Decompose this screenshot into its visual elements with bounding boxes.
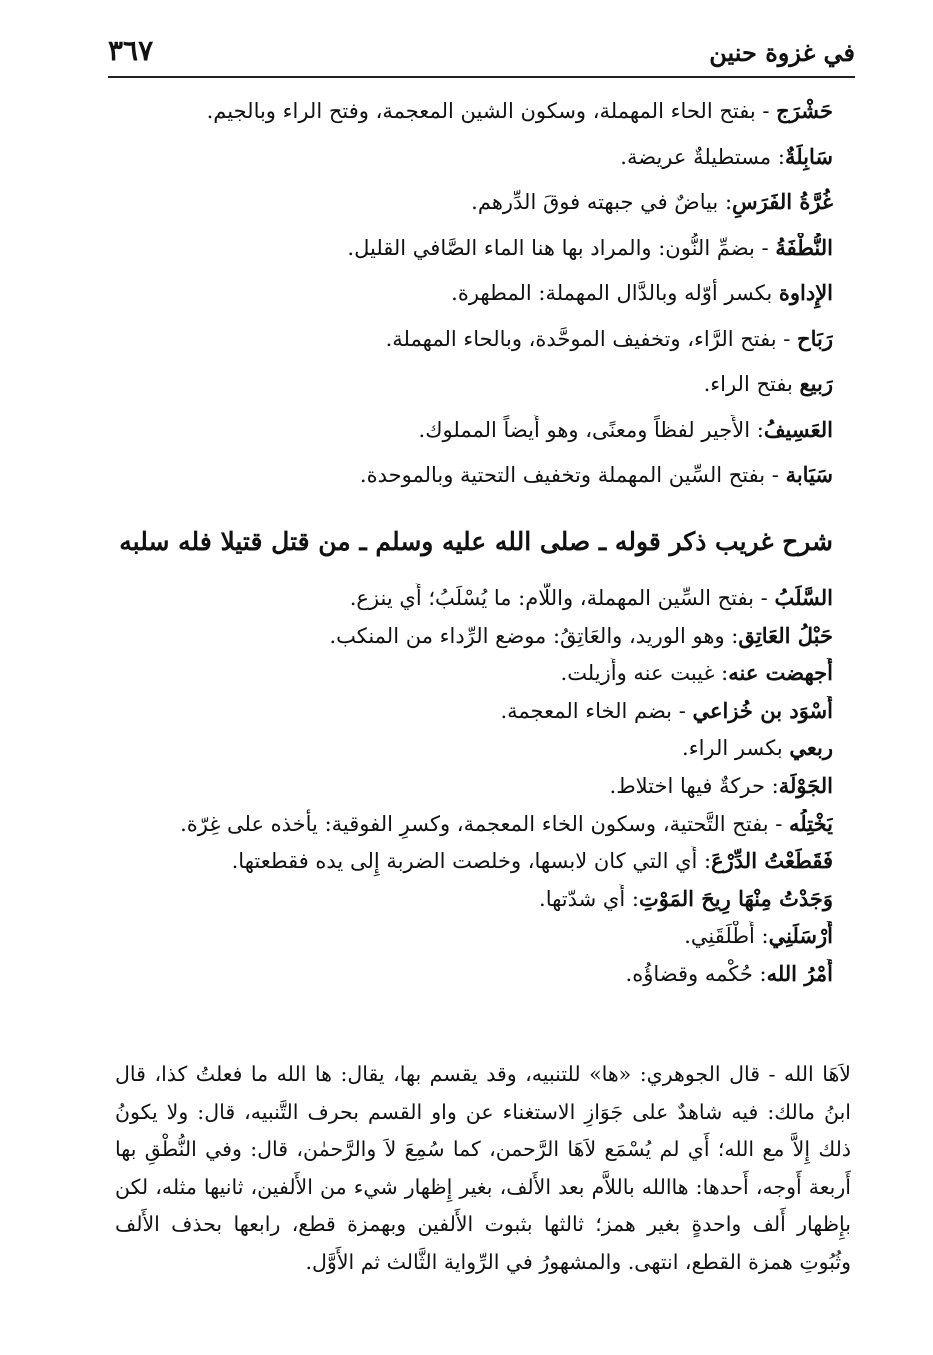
glossary-term: حَشْرَج <box>776 98 833 123</box>
glossary-term: سَيَابة <box>785 462 833 487</box>
glossary-definition: : أَي شدّتها. <box>539 886 639 911</box>
glossary-entry <box>113 415 833 461</box>
glossary-term: العَسِيفُ <box>763 416 833 442</box>
glossary-term: أَجهضت عنه <box>728 660 833 686</box>
glossary-definition: : حركةٌ فيها اختلاط. <box>609 773 779 798</box>
glossary-entry <box>113 658 833 696</box>
glossary-entry <box>113 959 833 997</box>
glossary-entry <box>113 278 833 324</box>
glossary-definition: بفتح الراء. <box>703 372 800 396</box>
glossary-term: الإِداوة <box>778 280 833 305</box>
glossary-definition: : بياضٌ في جبهته فوقَ الدِّرهم. <box>471 190 733 214</box>
page-number: ٣٦٧ <box>108 34 154 67</box>
glossary-definition: : مستطيلةٌ عريضة. <box>620 144 785 169</box>
glossary-term: فَقَطَعْتُ الدِّرْعَ <box>711 848 833 874</box>
glossary-term: أَرْسَلَنِي <box>768 923 833 949</box>
glossary-entry <box>113 921 833 959</box>
glossary-definition: بكسر أوّله وبالدَّال المهملة: المطهرة. <box>451 281 779 305</box>
running-title: في غزوة حنين <box>709 38 855 67</box>
glossary-entry <box>113 846 833 884</box>
glossary-term: وَجَدْتُ مِنْهَا رِيحَ المَوْتِ <box>638 885 833 911</box>
glossary-term: الجَوْلَة <box>778 772 833 798</box>
glossary-definition: بكسر الراء. <box>682 736 790 761</box>
glossary-entry <box>113 884 833 922</box>
glossary-definition: - بفتح الحاء المهملة، وسكون الشين المعجمة، وفتح الراء وبالجيم. <box>206 99 777 123</box>
glossary-definition: - بفتح الرَّاء، وتخفيف الموحَّدة، وبالحاء المهملة. <box>385 326 798 351</box>
glossary-term: أَمْرُ الله <box>766 960 833 986</box>
section-heading: شرح غريب ذكر قوله ـ صلى الله عليه وسلم ـ من قتل قتيلا فله سلبه <box>119 527 833 556</box>
glossary-list-bottom <box>113 583 833 997</box>
glossary-definition: : غيبت عنه وأُزيلت. <box>560 661 729 686</box>
glossary-definition: : أَي التي كان لابسها، وخلصت الضربة إِلى يده فقطعتها. <box>231 849 712 874</box>
glossary-term: ربعي <box>789 735 833 761</box>
glossary-entry <box>113 96 833 142</box>
glossary-entry <box>113 809 833 847</box>
glossary-entry <box>113 324 833 370</box>
page-header <box>108 28 855 78</box>
glossary-list-top <box>113 96 833 506</box>
glossary-term: النُّطْفَةُ <box>775 234 833 260</box>
glossary-term: يَخْتِلُه <box>789 810 833 836</box>
glossary-term: السَّلَبُ <box>774 585 833 610</box>
glossary-definition: : أَطْلَقَنِي. <box>684 924 769 949</box>
glossary-entry <box>113 460 833 506</box>
glossary-term: حَبْلُ العَاتِق <box>738 622 833 648</box>
glossary-entry <box>113 583 833 621</box>
glossary-entry <box>113 369 833 415</box>
glossary-entry <box>113 233 833 279</box>
glossary-term: غُرَّةُ الفَرَسِ <box>732 189 833 214</box>
glossary-entry <box>113 187 833 233</box>
glossary-definition: - بفتح السِّين المهملة، واللَّام: ما يُسْلَبُ؛ أَي ينزع. <box>349 586 775 610</box>
glossary-term: سَابِلَةٌ <box>784 143 833 169</box>
glossary-definition: - بضم الخاء المعجمة. <box>500 698 693 723</box>
glossary-definition: - بفتح السِّين المهملة وتخفيف التحتية وبالموحدة. <box>359 463 786 487</box>
glossary-entry <box>113 142 833 188</box>
glossary-term: رَبَاح <box>797 325 833 351</box>
closing-paragraph: لاَهَا الله - قال الجوهري: «ها» للتنبيه، وقد يقسم بها، يقال: ها الله ما فعلتُ كذا، قال ابنُ مالك: فيه شاهدٌ على جَوَازِ الاستغناء عن واو القسم بحرف التَّنبيه، قال: ولا يكونُ ذلك إِلاَّ مع الله؛ أَي لم يُسْمَع لاَهَا الرَّحمن، كما سُمِعَ لاَ والرَّحمٰن، قال: وفي النُّطْقِ بها أَربعة أَوجه، أَحدها: هاالله باللاَّم بعد الأَلف، بغير إِظهار شيء من الأَلفين، ثانيها مثله، لكن بإِظهار أَلف واحدةٍ بغير همز؛ ثالثها بثبوت الأَلفين وبهمزة قطع، رابعها بحذف الأَلف وثُبُوتِ همزة القطع، انتهى. والمشهورُ في الرِّواية الثَّالث ثم الأَوَّل. <box>115 1062 851 1274</box>
glossary-definition: : وهو الوريد، والعَاتِقُ: موضع الرِّداء من المنكب. <box>329 623 739 648</box>
glossary-entry <box>113 621 833 659</box>
glossary-definition: : الأَجير لفظاً ومعنًى، وهو أَيضاً المملوك. <box>418 417 764 442</box>
glossary-definition: - بضمِّ النُّون: والمراد بها هنا الماء الصَّافي القليل. <box>347 235 776 260</box>
glossary-term: أَسْوَد بن خُزاعي <box>692 697 833 723</box>
glossary-definition: : حُكْمه وقضاؤُه. <box>625 961 767 986</box>
glossary-entry <box>113 733 833 771</box>
glossary-term: رَبيع <box>799 371 833 396</box>
glossary-entry <box>113 696 833 734</box>
glossary-entry <box>113 771 833 809</box>
glossary-definition: - بفتح التَّحتية، وسكون الخاء المعجمة، وكسرِ الفوقية: يأْخذه على غِرّة. <box>180 811 790 836</box>
